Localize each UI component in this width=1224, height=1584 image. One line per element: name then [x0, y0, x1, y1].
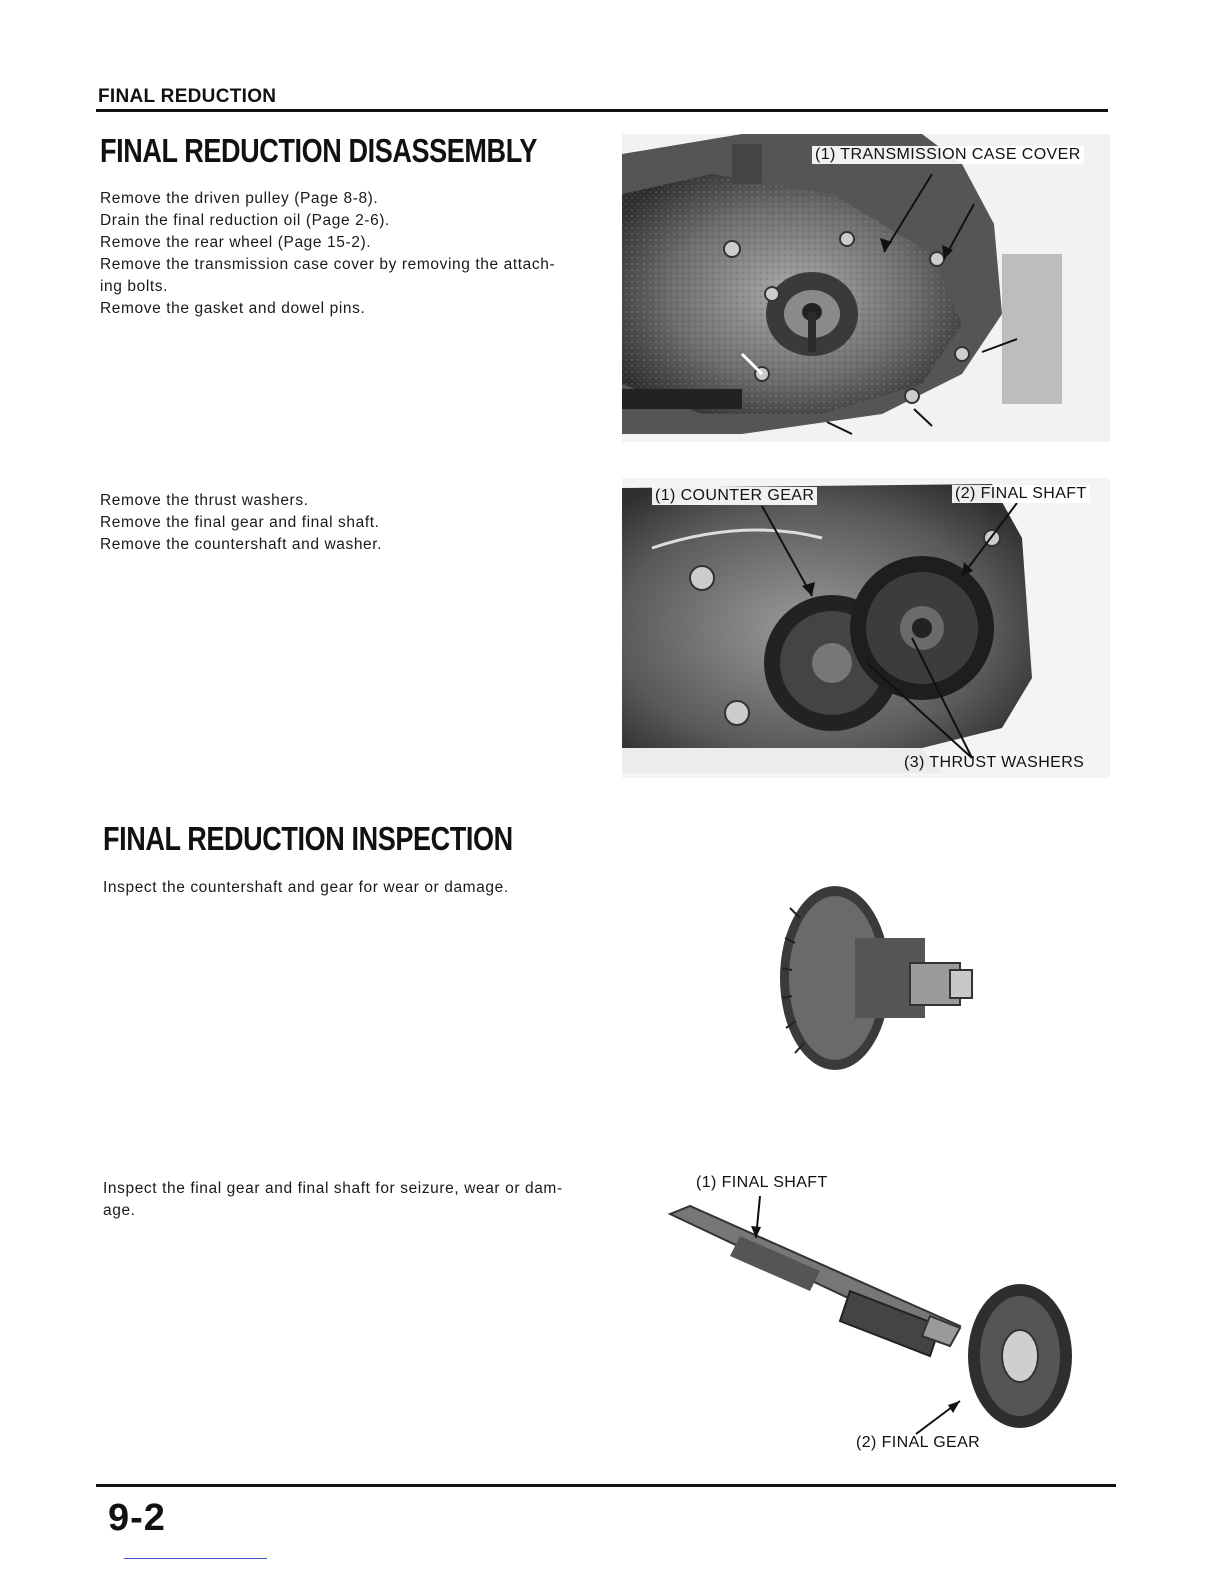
disassembly-heading: FINAL REDUCTION DISASSEMBLY [100, 132, 537, 169]
step-line: Remove the thrust washers. [100, 492, 309, 509]
thrust-washers-label: (3) THRUST WASHERS [904, 754, 1085, 771]
final-shaft-label: (2) FINAL SHAFT [952, 485, 1090, 503]
counter-gear-final-shaft-photo [622, 478, 1110, 778]
header-rule [96, 109, 1108, 112]
link-underline[interactable] [124, 1558, 267, 1559]
footer-rule [96, 1484, 1116, 1487]
transmission-case-cover-label: (1) TRANSMISSION CASE COVER [812, 146, 1084, 164]
final-shaft-label-2: (1) FINAL SHAFT [696, 1174, 828, 1191]
step-line: Remove the transmission case cover by removing the attach- [100, 256, 556, 273]
disassembly-steps-a [100, 188, 620, 320]
inspection-text-a: Inspect the countershaft and gear for wear or damage. [103, 879, 509, 896]
step-line: Remove the rear wheel (Page 15-2). [100, 234, 372, 251]
step-line: Remove the gasket and dowel pins. [100, 300, 366, 317]
step-line: Remove the countershaft and washer. [100, 536, 383, 553]
page-number: 9-2 [108, 1497, 166, 1539]
step-line: Remove the driven pulley (Page 8-8). [100, 190, 379, 207]
disassembly-steps-b [100, 490, 620, 556]
final-shaft-gear-photo [660, 1196, 1090, 1444]
step-line: ing bolts. [100, 278, 169, 295]
countershaft-gear-photo [760, 878, 980, 1083]
inspection-line: Inspect the final gear and final shaft for seizure, wear or dam- [103, 1180, 563, 1197]
step-line: Drain the final reduction oil (Page 2-6). [100, 212, 390, 229]
section-header: FINAL REDUCTION [98, 86, 277, 107]
final-gear-label: (2) FINAL GEAR [856, 1434, 981, 1451]
inspection-line: age. [103, 1202, 136, 1219]
inspection-text-b [103, 1178, 623, 1222]
inspection-heading: FINAL REDUCTION INSPECTION [103, 820, 513, 857]
transmission-case-cover-photo [622, 134, 1110, 442]
step-line: Remove the final gear and final shaft. [100, 514, 380, 531]
counter-gear-label: (1) COUNTER GEAR [652, 487, 817, 505]
